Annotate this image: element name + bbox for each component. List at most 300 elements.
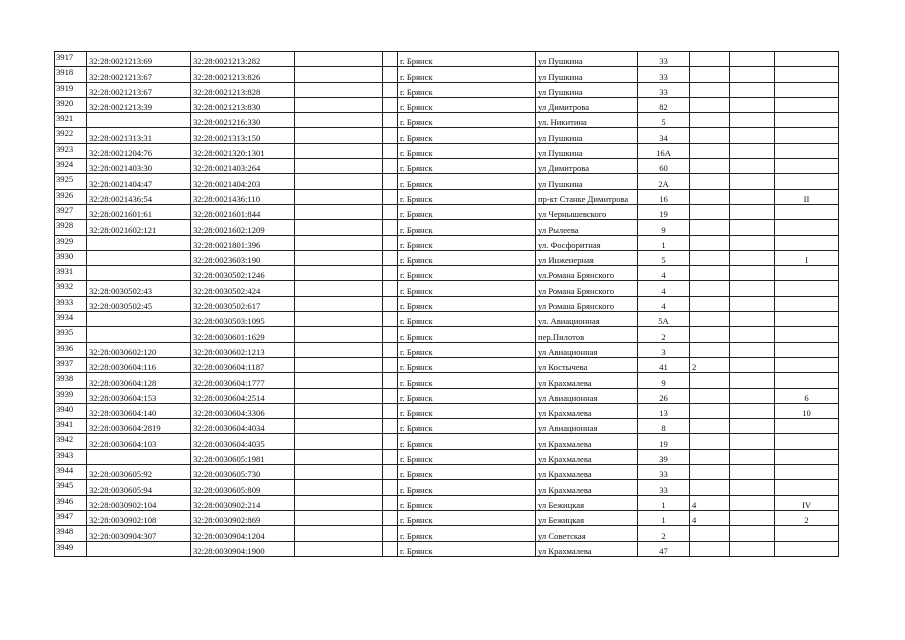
city-cell: г. Брянск	[398, 204, 536, 219]
row-number-cell: 3919	[55, 82, 87, 97]
empty-cell	[295, 174, 383, 189]
parcel-cadastral-cell: 32:28:0030605:92	[87, 465, 191, 480]
house-number-cell: 41	[638, 357, 690, 372]
building-part-cell	[690, 403, 730, 418]
empty-cell	[383, 357, 398, 372]
row-number-cell: 3924	[55, 159, 87, 174]
premises-cell	[775, 449, 839, 464]
street-cell: ул Крахмалева	[536, 480, 638, 495]
empty-cell	[295, 434, 383, 449]
parcel-cadastral-cell: 32:28:0030604:128	[87, 373, 191, 388]
street-cell: ул Крахмалева	[536, 465, 638, 480]
parcel-cadastral-cell: 32:28:0030604:153	[87, 388, 191, 403]
premises-cell	[775, 113, 839, 128]
empty-cell	[383, 480, 398, 495]
extra-cell	[730, 342, 775, 357]
building-part-cell	[690, 67, 730, 82]
table-row	[55, 403, 839, 418]
street-cell: пер.Пилотов	[536, 327, 638, 342]
house-number-cell: 13	[638, 403, 690, 418]
building-cadastral-cell: 32:28:0030502:1246	[191, 266, 295, 281]
row-number-cell: 3944	[55, 465, 87, 480]
row-number-cell: 3923	[55, 143, 87, 158]
building-part-cell: 4	[690, 510, 730, 525]
empty-cell	[383, 220, 398, 235]
empty-cell	[383, 434, 398, 449]
premises-cell: II	[775, 189, 839, 204]
street-cell: ул. Фосфоритная	[536, 235, 638, 250]
house-number-cell: 33	[638, 480, 690, 495]
empty-cell	[383, 296, 398, 311]
building-part-cell	[690, 465, 730, 480]
row-number-cell: 3935	[55, 327, 87, 342]
extra-cell	[730, 480, 775, 495]
building-part-cell	[690, 113, 730, 128]
empty-cell	[383, 52, 398, 67]
table-row	[55, 296, 839, 311]
city-cell: г. Брянск	[398, 327, 536, 342]
empty-cell	[295, 342, 383, 357]
empty-cell	[295, 465, 383, 480]
premises-cell	[775, 357, 839, 372]
street-cell: ул Бежицкая	[536, 510, 638, 525]
parcel-cadastral-cell: 32:28:0030605:94	[87, 480, 191, 495]
table-row	[55, 342, 839, 357]
house-number-cell: 16А	[638, 143, 690, 158]
empty-cell	[383, 403, 398, 418]
table-row	[55, 480, 839, 495]
empty-cell	[383, 128, 398, 143]
city-cell: г. Брянск	[398, 312, 536, 327]
table-row	[55, 357, 839, 372]
street-cell: ул Авиационная	[536, 342, 638, 357]
empty-cell	[383, 526, 398, 541]
row-number-cell: 3922	[55, 128, 87, 143]
building-part-cell	[690, 82, 730, 97]
building-part-cell	[690, 373, 730, 388]
parcel-cadastral-cell	[87, 449, 191, 464]
row-number-cell: 3933	[55, 296, 87, 311]
row-number-cell: 3921	[55, 113, 87, 128]
table-row	[55, 465, 839, 480]
premises-cell	[775, 235, 839, 250]
extra-cell	[730, 82, 775, 97]
parcel-cadastral-cell: 32:28:0030502:45	[87, 296, 191, 311]
house-number-cell: 2А	[638, 174, 690, 189]
empty-cell	[295, 113, 383, 128]
street-cell: ул Крахмалева	[536, 434, 638, 449]
extra-cell	[730, 312, 775, 327]
premises-cell: IV	[775, 495, 839, 510]
building-part-cell: 4	[690, 495, 730, 510]
city-cell: г. Брянск	[398, 143, 536, 158]
city-cell: г. Брянск	[398, 357, 536, 372]
building-part-cell	[690, 220, 730, 235]
table-row	[55, 113, 839, 128]
extra-cell	[730, 495, 775, 510]
extra-cell	[730, 52, 775, 67]
building-cadastral-cell: 32:28:0021320:1301	[191, 143, 295, 158]
building-cadastral-cell: 32:28:0030604:1187	[191, 357, 295, 372]
building-cadastral-cell: 32:28:0030502:617	[191, 296, 295, 311]
building-part-cell	[690, 419, 730, 434]
extra-cell	[730, 159, 775, 174]
row-number-cell: 3928	[55, 220, 87, 235]
building-cadastral-cell: 32:28:0030604:3306	[191, 403, 295, 418]
city-cell: г. Брянск	[398, 67, 536, 82]
premises-cell: 2	[775, 510, 839, 525]
empty-cell	[295, 480, 383, 495]
city-cell: г. Брянск	[398, 235, 536, 250]
house-number-cell: 33	[638, 465, 690, 480]
premises-cell	[775, 419, 839, 434]
street-cell: ул Пушкина	[536, 174, 638, 189]
parcel-cadastral-cell: 32:28:0021602:121	[87, 220, 191, 235]
city-cell: г. Брянск	[398, 52, 536, 67]
empty-cell	[295, 449, 383, 464]
empty-cell	[383, 67, 398, 82]
house-number-cell: 2	[638, 526, 690, 541]
city-cell: г. Брянск	[398, 541, 536, 556]
empty-cell	[383, 373, 398, 388]
row-number-cell: 3948	[55, 526, 87, 541]
address-register-table	[54, 51, 839, 557]
row-number-cell: 3927	[55, 204, 87, 219]
premises-cell	[775, 541, 839, 556]
empty-cell	[295, 312, 383, 327]
empty-cell	[383, 388, 398, 403]
building-cadastral-cell: 32:28:0021213:282	[191, 52, 295, 67]
city-cell: г. Брянск	[398, 296, 536, 311]
parcel-cadastral-cell	[87, 327, 191, 342]
extra-cell	[730, 235, 775, 250]
house-number-cell: 33	[638, 82, 690, 97]
row-number-cell: 3942	[55, 434, 87, 449]
street-cell: пр-кт Станке Димитрова	[536, 189, 638, 204]
house-number-cell: 3	[638, 342, 690, 357]
premises-cell	[775, 480, 839, 495]
table-row	[55, 510, 839, 525]
premises-cell	[775, 97, 839, 112]
row-number-cell: 3945	[55, 480, 87, 495]
table-row	[55, 388, 839, 403]
building-cadastral-cell: 32:28:0030605:809	[191, 480, 295, 495]
parcel-cadastral-cell: 32:28:0030902:104	[87, 495, 191, 510]
table-row	[55, 281, 839, 296]
house-number-cell: 82	[638, 97, 690, 112]
parcel-cadastral-cell: 32:28:0021313:31	[87, 128, 191, 143]
street-cell: ул.Романа Брянского	[536, 266, 638, 281]
building-cadastral-cell: 32:28:0030604:2514	[191, 388, 295, 403]
extra-cell	[730, 189, 775, 204]
street-cell: ул Рылеева	[536, 220, 638, 235]
street-cell: ул Димитрова	[536, 97, 638, 112]
house-number-cell: 4	[638, 296, 690, 311]
empty-cell	[295, 159, 383, 174]
city-cell: г. Брянск	[398, 373, 536, 388]
house-number-cell: 19	[638, 204, 690, 219]
premises-cell	[775, 312, 839, 327]
street-cell: ул Пушкина	[536, 143, 638, 158]
empty-cell	[295, 266, 383, 281]
row-number-cell: 3941	[55, 419, 87, 434]
extra-cell	[730, 296, 775, 311]
premises-cell	[775, 526, 839, 541]
row-number-cell: 3949	[55, 541, 87, 556]
city-cell: г. Брянск	[398, 510, 536, 525]
premises-cell	[775, 342, 839, 357]
building-cadastral-cell: 32:28:0030502:424	[191, 281, 295, 296]
house-number-cell: 1	[638, 495, 690, 510]
house-number-cell: 9	[638, 220, 690, 235]
row-number-cell: 3937	[55, 357, 87, 372]
empty-cell	[295, 526, 383, 541]
street-cell: ул Чернышевского	[536, 204, 638, 219]
row-number-cell: 3920	[55, 97, 87, 112]
empty-cell	[383, 82, 398, 97]
house-number-cell: 4	[638, 281, 690, 296]
row-number-cell: 3947	[55, 510, 87, 525]
house-number-cell: 33	[638, 52, 690, 67]
row-number-cell: 3917	[55, 52, 87, 67]
city-cell: г. Брянск	[398, 159, 536, 174]
premises-cell	[775, 143, 839, 158]
table-row	[55, 250, 839, 265]
parcel-cadastral-cell	[87, 541, 191, 556]
extra-cell	[730, 266, 775, 281]
row-number-cell: 3930	[55, 250, 87, 265]
table-row	[55, 526, 839, 541]
empty-cell	[295, 388, 383, 403]
empty-cell	[383, 327, 398, 342]
empty-cell	[383, 113, 398, 128]
premises-cell	[775, 281, 839, 296]
empty-cell	[295, 250, 383, 265]
city-cell: г. Брянск	[398, 449, 536, 464]
building-part-cell	[690, 342, 730, 357]
parcel-cadastral-cell: 32:28:0030904:307	[87, 526, 191, 541]
street-cell: ул Пушкина	[536, 52, 638, 67]
premises-cell	[775, 159, 839, 174]
parcel-cadastral-cell: 32:28:0021213:67	[87, 67, 191, 82]
premises-cell	[775, 52, 839, 67]
empty-cell	[383, 97, 398, 112]
premises-cell	[775, 434, 839, 449]
extra-cell	[730, 403, 775, 418]
table-row	[55, 434, 839, 449]
empty-cell	[383, 495, 398, 510]
house-number-cell: 26	[638, 388, 690, 403]
building-part-cell	[690, 250, 730, 265]
street-cell: ул Крахмалева	[536, 403, 638, 418]
row-number-cell: 3946	[55, 495, 87, 510]
extra-cell	[730, 204, 775, 219]
row-number-cell: 3934	[55, 312, 87, 327]
city-cell: г. Брянск	[398, 174, 536, 189]
parcel-cadastral-cell: 32:28:0030604:116	[87, 357, 191, 372]
building-part-cell: 2	[690, 357, 730, 372]
parcel-cadastral-cell: 32:28:0030502:43	[87, 281, 191, 296]
row-number-cell: 3925	[55, 174, 87, 189]
parcel-cadastral-cell: 32:28:0030604:2819	[87, 419, 191, 434]
city-cell: г. Брянск	[398, 388, 536, 403]
building-part-cell	[690, 449, 730, 464]
extra-cell	[730, 465, 775, 480]
parcel-cadastral-cell: 32:28:0021436:54	[87, 189, 191, 204]
building-cadastral-cell: 32:28:0023603:190	[191, 250, 295, 265]
extra-cell	[730, 449, 775, 464]
building-cadastral-cell: 32:28:0030602:1213	[191, 342, 295, 357]
row-number-cell: 3932	[55, 281, 87, 296]
empty-cell	[295, 495, 383, 510]
premises-cell	[775, 67, 839, 82]
empty-cell	[383, 143, 398, 158]
building-cadastral-cell: 32:28:0021213:828	[191, 82, 295, 97]
empty-cell	[295, 373, 383, 388]
parcel-cadastral-cell	[87, 250, 191, 265]
building-part-cell	[690, 235, 730, 250]
house-number-cell: 1	[638, 235, 690, 250]
building-cadastral-cell: 32:28:0030902:214	[191, 495, 295, 510]
empty-cell	[383, 250, 398, 265]
parcel-cadastral-cell: 32:28:0021213:67	[87, 82, 191, 97]
premises-cell	[775, 327, 839, 342]
street-cell: ул Авиационная	[536, 388, 638, 403]
table-row	[55, 143, 839, 158]
row-number-cell: 3936	[55, 342, 87, 357]
table-row	[55, 189, 839, 204]
table-row	[55, 266, 839, 281]
city-cell: г. Брянск	[398, 97, 536, 112]
extra-cell	[730, 67, 775, 82]
street-cell: ул Костычева	[536, 357, 638, 372]
building-cadastral-cell: 32:28:0021436:110	[191, 189, 295, 204]
empty-cell	[383, 281, 398, 296]
table-row	[55, 449, 839, 464]
building-cadastral-cell: 32:28:0021403:264	[191, 159, 295, 174]
house-number-cell: 5	[638, 250, 690, 265]
city-cell: г. Брянск	[398, 220, 536, 235]
building-cadastral-cell: 32:28:0030503:1095	[191, 312, 295, 327]
city-cell: г. Брянск	[398, 281, 536, 296]
premises-cell: I	[775, 250, 839, 265]
street-cell: ул Бежицкая	[536, 495, 638, 510]
street-cell: ул Крахмалева	[536, 449, 638, 464]
empty-cell	[295, 327, 383, 342]
house-number-cell: 5	[638, 113, 690, 128]
extra-cell	[730, 510, 775, 525]
city-cell: г. Брянск	[398, 82, 536, 97]
table-row	[55, 204, 839, 219]
building-cadastral-cell: 32:28:0030904:1900	[191, 541, 295, 556]
table-row	[55, 82, 839, 97]
building-cadastral-cell: 32:28:0021801:396	[191, 235, 295, 250]
extra-cell	[730, 541, 775, 556]
empty-cell	[383, 312, 398, 327]
street-cell: ул Авиационная	[536, 419, 638, 434]
empty-cell	[295, 189, 383, 204]
extra-cell	[730, 281, 775, 296]
table-row	[55, 312, 839, 327]
row-number-cell: 3943	[55, 449, 87, 464]
parcel-cadastral-cell	[87, 113, 191, 128]
building-part-cell	[690, 480, 730, 495]
row-number-cell: 3931	[55, 266, 87, 281]
row-number-cell: 3926	[55, 189, 87, 204]
extra-cell	[730, 327, 775, 342]
extra-cell	[730, 526, 775, 541]
table-row	[55, 495, 839, 510]
city-cell: г. Брянск	[398, 250, 536, 265]
extra-cell	[730, 357, 775, 372]
extra-cell	[730, 250, 775, 265]
premises-cell	[775, 296, 839, 311]
premises-cell: 6	[775, 388, 839, 403]
building-part-cell	[690, 526, 730, 541]
empty-cell	[295, 235, 383, 250]
parcel-cadastral-cell: 32:28:0021404:47	[87, 174, 191, 189]
house-number-cell: 34	[638, 128, 690, 143]
premises-cell	[775, 174, 839, 189]
extra-cell	[730, 113, 775, 128]
city-cell: г. Брянск	[398, 189, 536, 204]
empty-cell	[295, 143, 383, 158]
extra-cell	[730, 97, 775, 112]
city-cell: г. Брянск	[398, 403, 536, 418]
empty-cell	[295, 281, 383, 296]
city-cell: г. Брянск	[398, 342, 536, 357]
empty-cell	[295, 541, 383, 556]
premises-cell	[775, 220, 839, 235]
extra-cell	[730, 373, 775, 388]
extra-cell	[730, 128, 775, 143]
parcel-cadastral-cell: 32:28:0030604:140	[87, 403, 191, 418]
extra-cell	[730, 220, 775, 235]
premises-cell: 10	[775, 403, 839, 418]
building-cadastral-cell: 32:28:0021602:1209	[191, 220, 295, 235]
building-part-cell	[690, 388, 730, 403]
house-number-cell: 4	[638, 266, 690, 281]
empty-cell	[383, 449, 398, 464]
row-number-cell: 3938	[55, 373, 87, 388]
building-cadastral-cell: 32:28:0030904:1204	[191, 526, 295, 541]
street-cell: ул Крахмалева	[536, 373, 638, 388]
parcel-cadastral-cell	[87, 266, 191, 281]
city-cell: г. Брянск	[398, 495, 536, 510]
city-cell: г. Брянск	[398, 266, 536, 281]
street-cell: ул Романа Брянского	[536, 281, 638, 296]
parcel-cadastral-cell: 32:28:0030604:103	[87, 434, 191, 449]
parcel-cadastral-cell: 32:28:0030902:108	[87, 510, 191, 525]
empty-cell	[383, 235, 398, 250]
empty-cell	[383, 189, 398, 204]
parcel-cadastral-cell: 32:28:0021204:76	[87, 143, 191, 158]
building-part-cell	[690, 128, 730, 143]
empty-cell	[295, 403, 383, 418]
building-cadastral-cell: 32:28:0021601:844	[191, 204, 295, 219]
row-number-cell: 3929	[55, 235, 87, 250]
empty-cell	[295, 510, 383, 525]
empty-cell	[383, 342, 398, 357]
building-cadastral-cell: 32:28:0021313:150	[191, 128, 295, 143]
building-part-cell	[690, 143, 730, 158]
street-cell: ул Димитрова	[536, 159, 638, 174]
building-part-cell	[690, 434, 730, 449]
empty-cell	[383, 174, 398, 189]
building-cadastral-cell: 32:28:0030604:4035	[191, 434, 295, 449]
building-part-cell	[690, 312, 730, 327]
building-part-cell	[690, 189, 730, 204]
